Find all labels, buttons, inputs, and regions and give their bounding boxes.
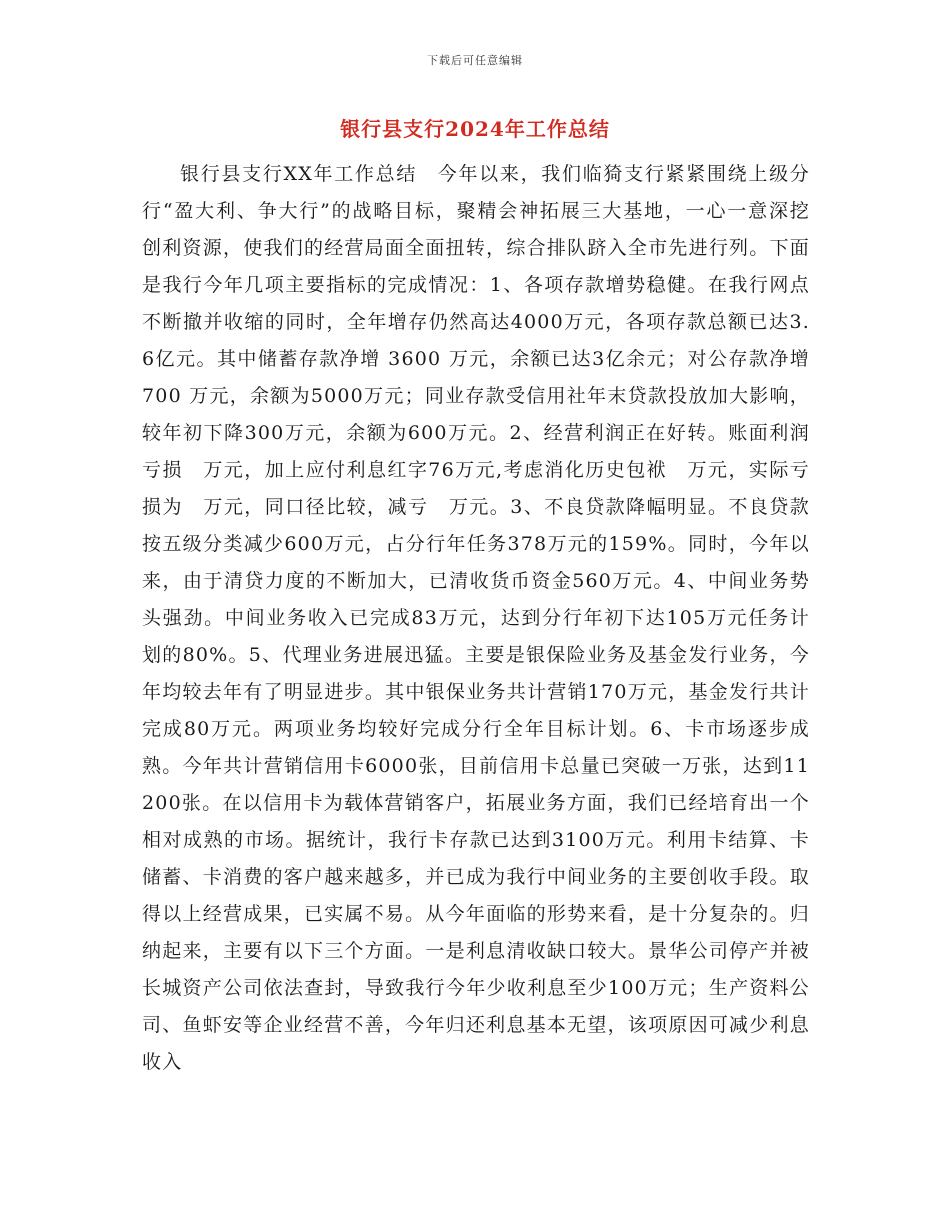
page-header-note: 下载后可任意编辑 [427,54,523,67]
document-title: 银行县支行2024年工作总结 [340,117,610,141]
document-body-paragraph: 银行县支行XX年工作总结 今年以来，我们临猗支行紧紧围绕上级分行“盈大利、争大行”的战略目标，聚精会神拓展三大基地，一心一意深挖创利资源，使我们的经营局面全面扭转，综合排队跻入全市先进行列。下面是我行今年几项主要指标的完成情况：1、各项存款增势稳健。在我行网点不断撤并收缩的同时，全年增存仍然高达4000万元，各项存款总额已达3.6亿元。其中储蓄存款净增 3600 万元，余额已达3亿余元；对公存款净增 700 万元，余额为5000万元；同业存款受信用社年末贷款投放加大影响，较年初下降300万元，余额为600万元。2、经营利润正在好转。账面利润亏损 万元，加上应付利息红字76万元,考虑消化历史包袱 万元，实际亏损为 万元，同口径比较，减亏 万元。3、不良贷款降幅明显。不良贷款按五级分类减少600万元，占分行年任务378万元的159%。同时，今年以来，由于清贷力度的不断加大，已清收货币资金560万元。4、中间业务势头强劲。中间业务收入已完成83万元，达到分行年初下达105万元任务计划的80%。5、代理业务进展迅猛。主要是银保险业务及基金发行业务，今年均较去年有了明显进步。其中银保业务共计营销170万元，基金发行共计完成80万元。两项业务均较好完成分行全年目标计划。6、卡市场逐步成熟。今年共计营销信用卡6000张，目前信用卡总量已突破一万张，达到11200张。在以信用卡为载体营销客户，拓展业务方面，我们已经培育出一个相对成熟的市场。据统计，我行卡存款已达到3100万元。利用卡结算、卡储蓄、卡消费的客户越来越多，并已成为我行中间业务的主要创收手段。取得以上经营成果，已实属不易。从今年面临的形势来看，是十分复杂的。归纳起来，主要有以下三个方面。一是利息清收缺口较大。景华公司停产并被长城资产公司依法查封，导致我行今年少收利息至少100万元；生产资料公司、鱼虾安等企业经营不善，今年归还利息基本无望，该项原因可减少利息收入 [142,163,810,1073]
